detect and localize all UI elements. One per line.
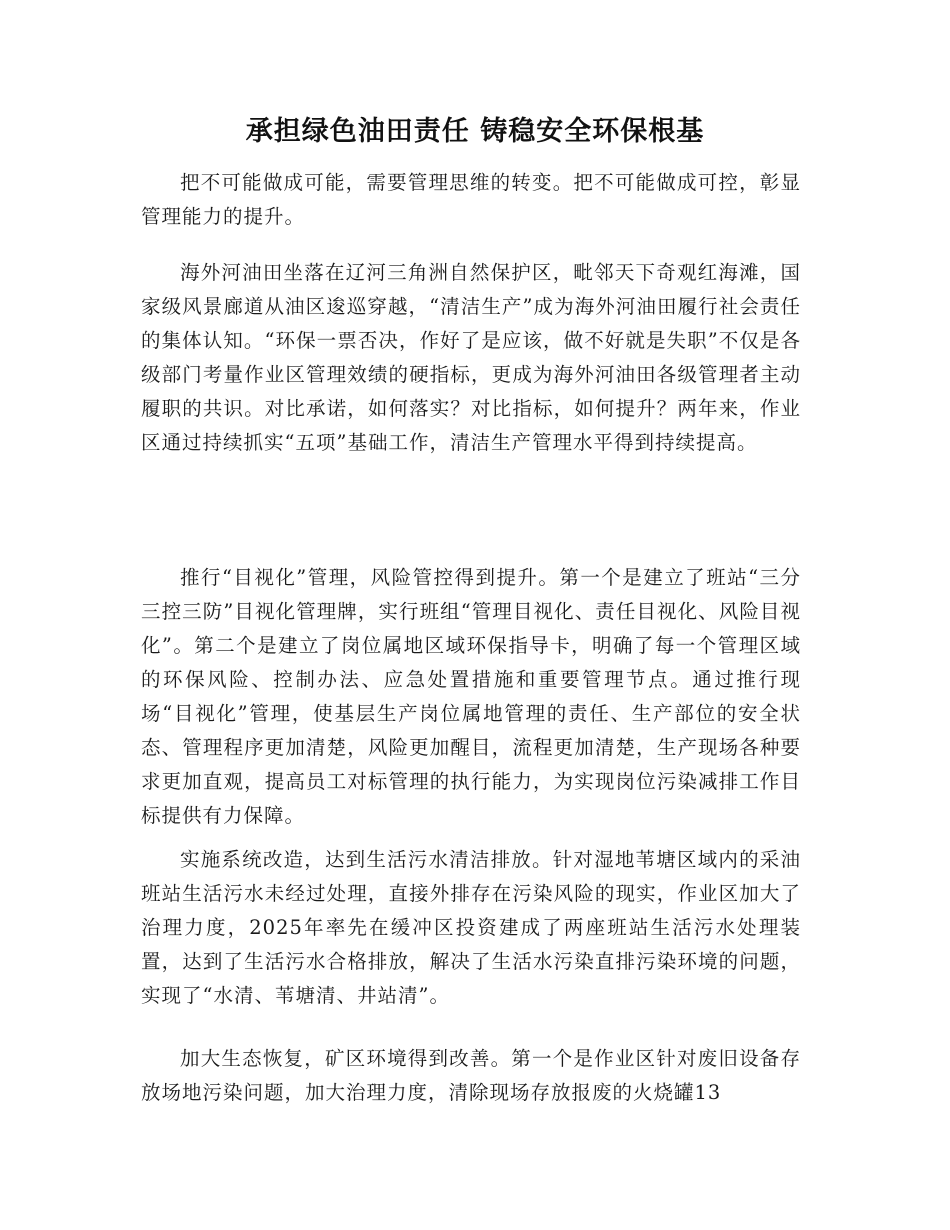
paragraph-4: 实施系统改造，达到生活污水清洁排放。针对湿地苇塘区域内的采油班站生活污水未经过处理，直接外排存在污染风险的现实，作业区加大了治理力度，2025年率先在缓冲区投资建成了两座班站生活污水处理装置，达到了生活污水合格排放，解决了生活水污染直排污染环境的问题，实现了“水清、苇塘清、井站清”。 [141, 848, 801, 1007]
paragraph-5: 加大生态恢复，矿区环境得到改善。第一个是作业区针对废旧设备存放场地污染问题，加大治理力度，清除现场存放报废的火烧罐13 [141, 1047, 801, 1104]
document-title: 承担绿色油田责任 铸稳安全环保根基 [245, 116, 705, 147]
paragraph-3: 推行“目视化”管理，风险管控得到提升。第一个是建立了班站“三分三控三防”目视化管理牌，实行班组“管理目视化、责任目视化、风险目视化”。第二个是建立了岗位属地区域环保指导卡，明确了每一个管理区域的环保风险、控制办法、应急处置措施和重要管理节点。通过推行现场“目视化”管理，使基层生产岗位属地管理的责任、生产部位的安全状态、管理程序更加清楚，风险更加醒目，流程更加清楚，生产现场各种要求更加直观，提高员工对标管理的执行能力，为实现岗位污染减排工作目标提供有力保障。 [141, 566, 801, 827]
paragraph-1: 把不可能做成可能，需要管理思维的转变。把不可能做成可控，彰显管理能力的提升。 [141, 171, 801, 228]
paragraph-2: 海外河油田坐落在辽河三角洲自然保护区，毗邻天下奇观红海滩，国家级风景廊道从油区逡巡穿越，“清洁生产”成为海外河油田履行社会责任的集体认知。“环保一票否决，作好了是应该，做不好就是失职”不仅是各级部门考量作业区管理效绩的硬指标，更成为海外河油田各级管理者主动履职的共识。对比承诺，如何落实？对比指标，如何提升？两年来，作业区通过持续抓实“五项”基础工作，清洁生产管理水平得到持续提高。 [141, 261, 801, 454]
